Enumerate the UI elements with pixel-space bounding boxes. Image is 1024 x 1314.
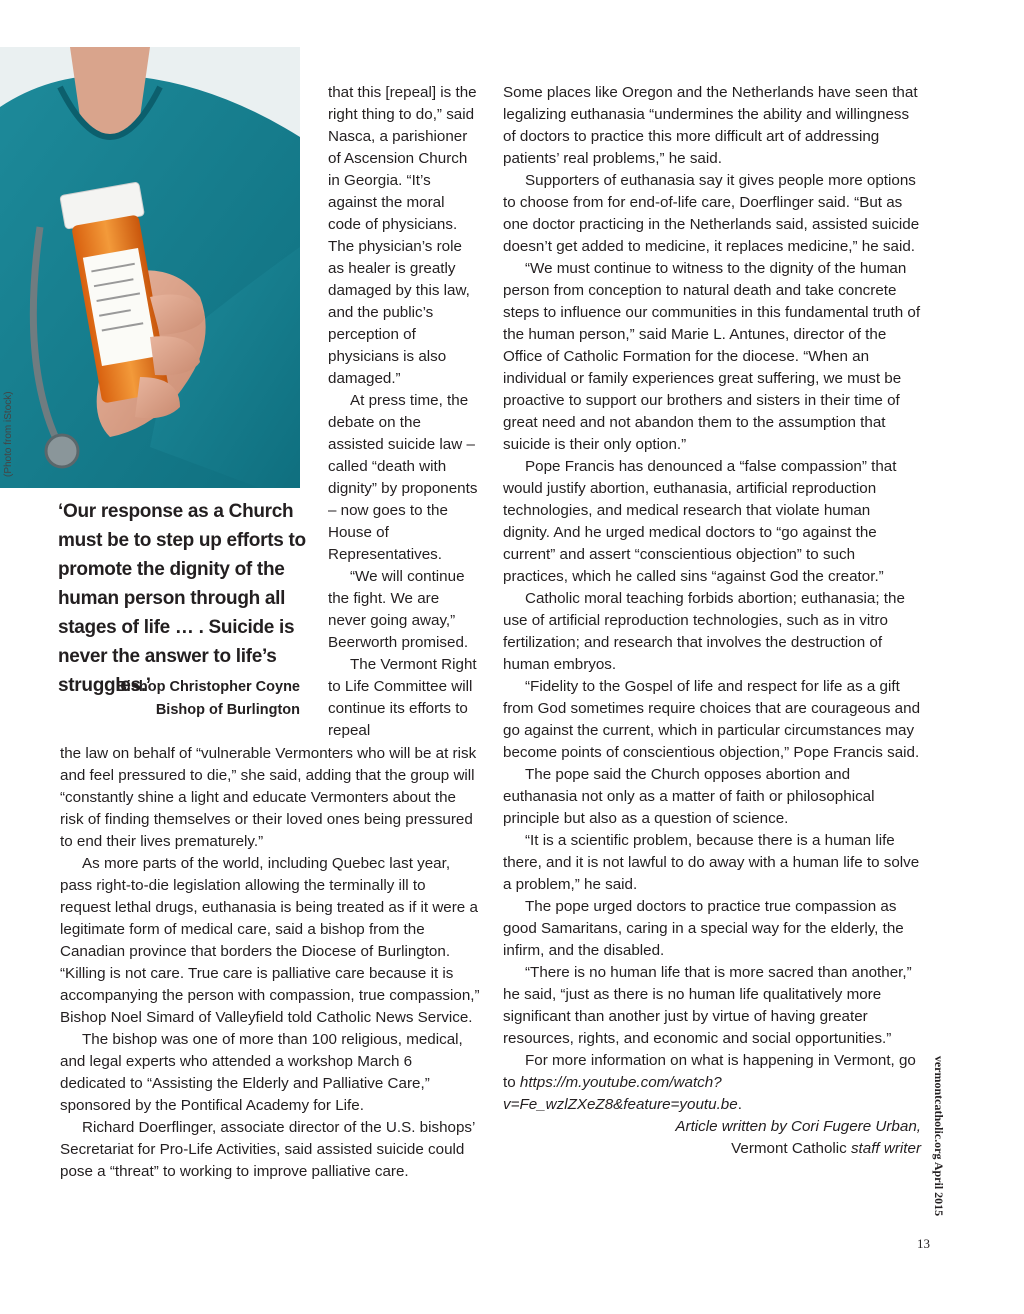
article-photo: [0, 47, 300, 488]
paragraph: Supporters of euthanasia say it gives people more options to choose from for end-of-life care, Doerflinger said. “But as one doctor practicing in the Netherlands said, assisted suicide doesn’t get added to medicine, it replaces medicine,” he said.: [503, 172, 920, 255]
paragraph: The pope said the Church opposes abortion and euthanasia not only as a matter of faith or philosophical principle but also as a question of science.: [503, 766, 875, 827]
byline-publication: Vermont Catholic: [731, 1140, 851, 1157]
paragraph: Catholic moral teaching forbids abortion; euthanasia; the use of artificial reproduction technologies, such as in vitro fertilization; and research that involves the destruction of human embryos.: [503, 590, 905, 673]
byline-author: Article written by Cori Fugere Urban,: [675, 1118, 921, 1135]
sidebar-site-date: vermontcatholic.org April 2015: [932, 1055, 946, 1217]
youtube-link[interactable]: https://m.youtube.com/watch?v=Fe_wzlZXeZ8&feature=youtu.be: [503, 1074, 738, 1113]
paragraph: “We will continue the fight. We are never going away,” Beerworth promised.: [328, 568, 469, 651]
narrow-column: [328, 82, 480, 742]
paragraph: Pope Francis has denounced a “false compassion” that would justify abortion, euthanasia, artificial reproduction technologies, and medical research that violate human dignity. And he urged medical doctors to “go against the current” and assert “conscientious objection” to such practices, which he called sins “against God the creator.”: [503, 458, 897, 585]
attribution-title: Bishop of Burlington: [155, 702, 300, 718]
page-number: 13: [917, 1236, 930, 1251]
pull-quote: ‘Our response as a Church must be to step up efforts to promote the dignity of the human person through all stages of life … . Suicide is never the answer to life’s struggles.’: [58, 501, 306, 696]
byline: [503, 1116, 921, 1160]
paragraph: The pope urged doctors to practice true compassion as good Samaritans, caring in a special way for the elderly, the infirm, and the disabled.: [503, 898, 904, 959]
pull-quote-attribution: [58, 676, 300, 722]
paragraph: As more parts of the world, including Quebec last year, pass right-to-die legislation allowing the terminally ill to request lethal drugs, euthanasia is being treated as if it were a legitimate form of medical care, said a bishop from the Canadian province that borders the Diocese of Burlington. “Killing is not care. True care is palliative care because it is accompanying the person with compassion, true compassion,” Bishop Noel Simard of Valleyfield told Catholic News Service.: [60, 855, 480, 1026]
paragraph: “We must continue to witness to the dignity of the human person from conception to natural death and take concrete steps to influence our communities in this fundamental truth of the human person,” said Marie L. Antunes, director of the Office of Catholic Formation for the diocese. “When an individual or family experiences great suffering, we must be proactive to support our brothers and sisters in their time of great need and not abandon them to the assumption that suicide is their only option.”: [503, 260, 921, 453]
byline-staff: staff writer: [850, 1140, 921, 1157]
paragraph: that this [repeal] is the right thing to do,” said Nasca, a parishioner of Ascension Church in Georgia. “It’s against the moral code of physicians. The physician’s role as healer is greatly damaged by this law, and the public’s perception of physicians is also damaged.”: [328, 84, 477, 387]
paragraph: The Vermont Right to Life Committee will continue its efforts to repeal: [328, 656, 477, 739]
byline-role: [503, 1138, 921, 1160]
right-column: [503, 82, 921, 1160]
doctor-with-pill-bottle-image: [0, 47, 300, 488]
paragraph: the law on behalf of “vulnerable Vermonters who will be at risk and feel pressured to die,” she said, adding that the group will “constantly shine a light and educate Vermonters about the risk of finding themselves or their loved ones being pressured to end their lives prematurely.”: [60, 745, 477, 850]
more-info-end: .: [737, 1096, 742, 1113]
more-info-text: For more information on what is happening in Vermont, go to: [503, 1052, 916, 1091]
paragraph: At press time, the debate on the assisted suicide law – called “death with dignity” by proponents – now goes to the House of Representatives.: [328, 392, 478, 563]
paragraph: Some places like Oregon and the Netherlands have seen that legalizing euthanasia “undermines the ability and willingness of doctors to practice this more difficult art of addressing patients’ real problems,” he said.: [503, 84, 918, 167]
paragraph: “There is no human life that is more sacred than another,” he said, “just as there is no human life qualitatively more significant than another just by virtue of having greater resources, rights, and economic and social opportunities.”: [503, 964, 912, 1047]
photo-credit: (Photo from iStock): [3, 391, 14, 477]
paragraph: The bishop was one of more than 100 religious, medical, and legal experts who attended a workshop March 6 dedicated to “Assisting the Elderly and Palliative Care,” sponsored by the Pontifical Academy for Life.: [60, 1031, 463, 1114]
paragraph: “Fidelity to the Gospel of life and respect for life as a gift from God sometimes require choices that are courageous and go against the current, which in particular circumstances may become points of conscientious objection,” Pope Francis said.: [503, 678, 921, 761]
paragraph: “It is a scientific problem, because there is a human life there, and it is not lawful to do away with a human life to solve a problem,” he said.: [503, 832, 920, 893]
attribution-name: Bishop Christopher Coyne: [116, 679, 300, 695]
paragraph-more-info: [503, 1050, 921, 1116]
wide-left-column: [60, 743, 480, 1183]
paragraph: Richard Doerflinger, associate director of the U.S. bishops’ Secretariat for Pro-Life Activities, said assisted suicide could pose a “threat” to working to improve palliative care.: [60, 1119, 475, 1180]
